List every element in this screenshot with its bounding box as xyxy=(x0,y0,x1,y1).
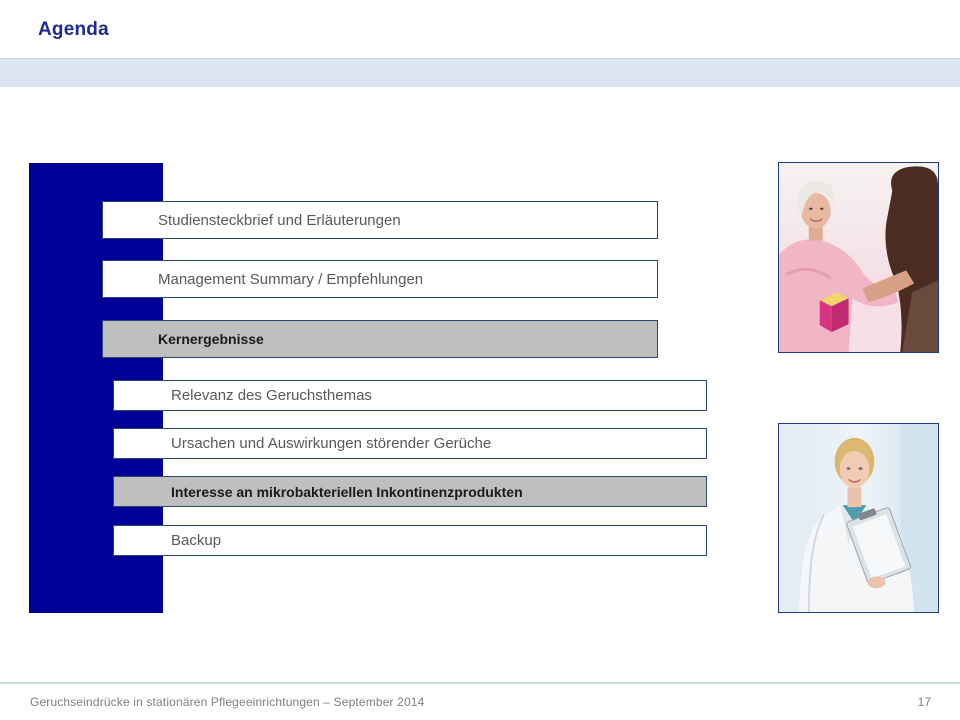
agenda-subitem-label: Relevanz des Geruchsthemas xyxy=(171,387,372,404)
nurse-illustration xyxy=(779,424,938,612)
page-number: 17 xyxy=(917,695,931,709)
agenda-subitem-label: Ursachen und Auswirkungen störender Gerüche xyxy=(171,435,492,452)
agenda-subitem-interesse xyxy=(113,476,707,507)
agenda-subitem-backup xyxy=(113,525,707,556)
agenda-subitem-label: Backup xyxy=(171,532,222,549)
eye xyxy=(820,208,824,210)
agenda-item-label: Management Summary / Empfehlungen xyxy=(158,270,424,288)
agenda-subitem-ursachen xyxy=(113,428,707,459)
photo-care-visit xyxy=(778,162,939,353)
wall xyxy=(779,424,799,612)
agenda-item-management-summary xyxy=(102,260,658,298)
eye xyxy=(847,467,851,470)
face xyxy=(840,451,870,489)
footer-text: Geruchseindrücke in stationären Pflegeeinrichtungen – September 2014 xyxy=(30,695,425,709)
pink-gift-box xyxy=(820,292,849,332)
agenda-item-label: Studiensteckbrief und Erläuterungen xyxy=(158,211,401,229)
agenda-item-label: Kernergebnisse xyxy=(158,331,264,347)
agenda-subitem-label: Interesse an mikrobakteriellen Inkontinenzprodukten xyxy=(171,483,523,500)
agenda-item-kernergebnisse xyxy=(102,320,658,358)
photo-nurse xyxy=(778,423,939,613)
neck xyxy=(848,487,862,507)
footer-divider xyxy=(0,682,960,684)
hand xyxy=(867,576,885,588)
care-visit-illustration xyxy=(779,163,938,352)
agenda-subitem-relevanz xyxy=(113,380,707,411)
eye xyxy=(809,208,813,210)
eye xyxy=(859,467,863,470)
page-title: Agenda xyxy=(38,19,109,40)
header-band xyxy=(0,58,960,87)
agenda-item-studiensteckbrief xyxy=(102,201,658,239)
